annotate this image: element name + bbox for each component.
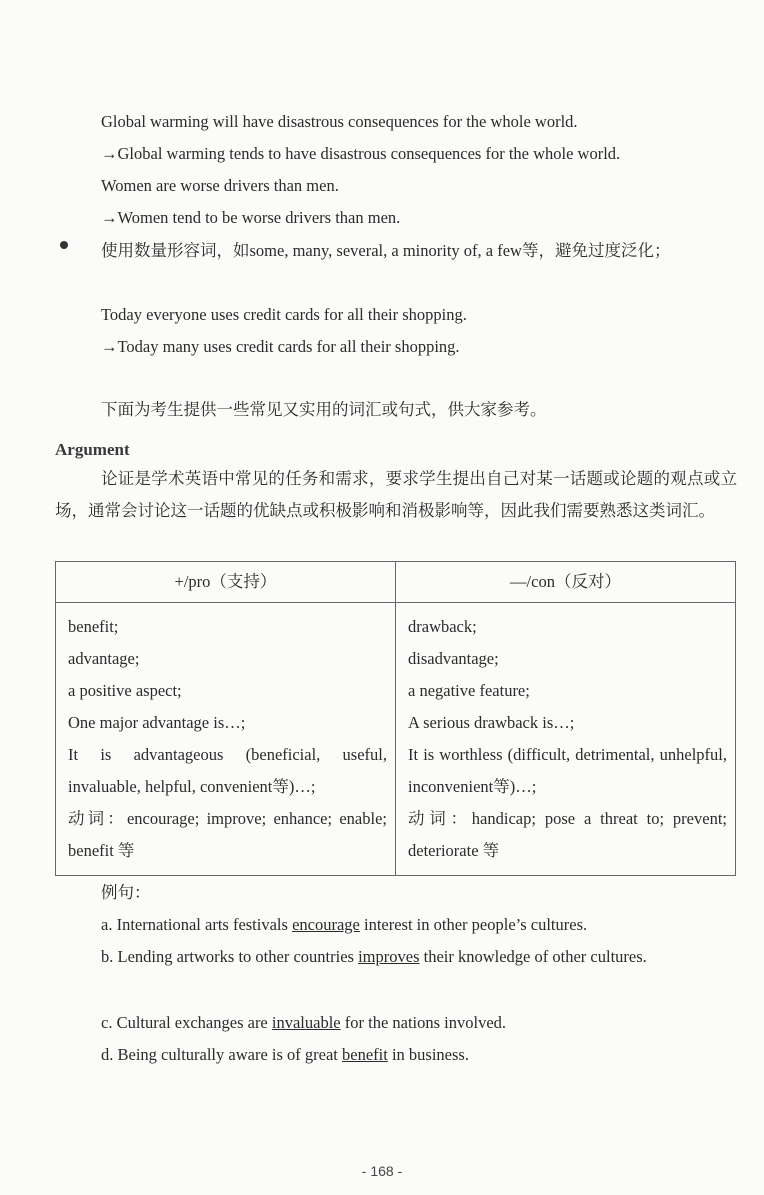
example-b-keyword: improves bbox=[358, 947, 420, 966]
example-b-text: their knowledge of other cultures. bbox=[419, 947, 647, 966]
example-a-text: interest in other people’s cultures. bbox=[359, 915, 588, 934]
example-sentence-global-warming: Global warming will have disastrous consequences for the whole world. bbox=[101, 112, 578, 131]
con-item: drawback; bbox=[408, 617, 477, 636]
con-item: disadvantage; bbox=[408, 649, 499, 668]
con-item: A serious drawback is…; bbox=[408, 713, 575, 732]
con-item: a negative feature; bbox=[408, 681, 530, 700]
pro-item: 动词：encourage; improve; enhance; enable; benefit 等 bbox=[68, 809, 387, 860]
example-revision-credit-cards: →Today many uses credit cards for all their shopping. bbox=[101, 337, 460, 356]
example-d-keyword: benefit bbox=[342, 1045, 388, 1064]
example-d bbox=[101, 1045, 469, 1065]
tip-quantifiers: 使用数量形容词，如some, many, several, a minority of, a few等，避免过度泛化； bbox=[101, 241, 671, 260]
pro-column-cell bbox=[56, 603, 396, 876]
intro-line: 下面为考生提供一些常见又实用的词汇或句式，供大家参考。 bbox=[101, 400, 547, 419]
con-column-header: —/con（反对） bbox=[396, 562, 736, 603]
example-a-keyword: encourage bbox=[292, 915, 360, 934]
bullet-icon bbox=[60, 241, 68, 249]
example-revision-global-warming: →Global warming tends to have disastrous consequences for the whole world. bbox=[101, 144, 621, 163]
pro-item: It is advantageous (beneficial, useful, invaluable, helpful, convenient等)…; bbox=[68, 745, 387, 796]
page-number: - 168 - bbox=[361, 1163, 403, 1179]
example-c bbox=[101, 1013, 506, 1033]
table-header-row bbox=[56, 562, 736, 603]
pro-column-header: +/pro（支持） bbox=[56, 562, 396, 603]
pro-item: benefit; bbox=[68, 617, 119, 636]
example-d-text: in business. bbox=[387, 1045, 469, 1064]
example-a bbox=[101, 915, 587, 935]
example-revision-drivers: →Women tend to be worse drivers than men. bbox=[101, 208, 401, 227]
example-sentence-drivers: Women are worse drivers than men. bbox=[101, 176, 339, 195]
example-d-text: d. Being culturally aware is of great bbox=[101, 1045, 342, 1064]
con-column-cell bbox=[396, 603, 736, 876]
table-body-row bbox=[56, 603, 736, 876]
example-b bbox=[55, 941, 737, 973]
pro-con-table bbox=[55, 561, 736, 876]
example-c-text: for the nations involved. bbox=[340, 1013, 507, 1032]
example-a-text: a. International arts festivals bbox=[101, 915, 293, 934]
example-sentence-credit-cards: Today everyone uses credit cards for all their shopping. bbox=[101, 305, 467, 324]
examples-label: 例句： bbox=[101, 883, 151, 902]
con-item: It is worthless (difficult, detrimental, unhelpful, inconvenient等)…; bbox=[408, 745, 727, 796]
section-description: 论证是学术英语中常见的任务和需求，要求学生提出自己对某一话题或论题的观点或立场，通常会讨论这一话题的优缺点或积极影响和消极影响等，因此我们需要熟悉这类词汇。 bbox=[55, 469, 737, 520]
pro-item: advantage; bbox=[68, 649, 140, 668]
pro-item: a positive aspect; bbox=[68, 681, 182, 700]
example-b-text: b. Lending artworks to other countries bbox=[101, 947, 359, 966]
section-heading-argument: Argument bbox=[55, 440, 130, 459]
pro-item: One major advantage is…; bbox=[68, 713, 246, 732]
con-item: 动词：handicap; pose a threat to; prevent; deteriorate 等 bbox=[408, 809, 727, 860]
example-c-text: c. Cultural exchanges are bbox=[101, 1013, 272, 1032]
example-c-keyword: invaluable bbox=[271, 1013, 341, 1032]
